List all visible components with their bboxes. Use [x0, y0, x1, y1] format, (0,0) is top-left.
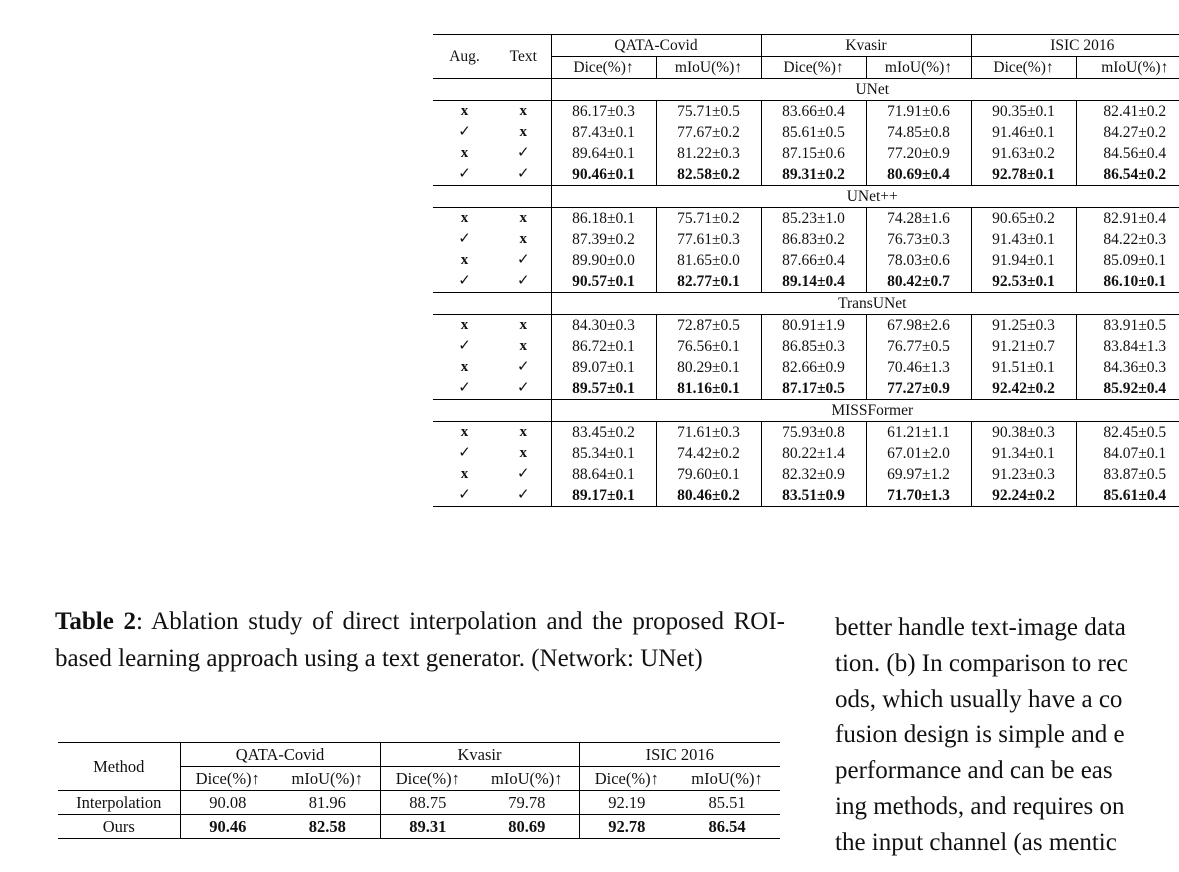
- value-cell: 90.46: [180, 815, 275, 839]
- section-name: MISSFormer: [551, 400, 1179, 422]
- table-row: [433, 336, 1179, 357]
- value-cell: 84.27±0.2: [1076, 122, 1179, 143]
- text-line: ods, which usually have a co: [835, 685, 1123, 713]
- table-row: [433, 229, 1179, 250]
- value-cell: 85.51: [674, 791, 780, 815]
- value-cell: 86.10±0.1: [1076, 271, 1179, 293]
- value-cell: 91.23±0.3: [971, 464, 1076, 485]
- value-cell: 80.22±1.4: [761, 443, 866, 464]
- value-cell: 83.45±0.2: [551, 422, 656, 444]
- value-cell: 77.20±0.9: [866, 143, 971, 164]
- value-cell: 74.85±0.8: [866, 122, 971, 143]
- value-cell: 82.58±0.2: [656, 164, 761, 186]
- value-cell: 83.87±0.5: [1076, 464, 1179, 485]
- value-cell: 91.46±0.1: [971, 122, 1076, 143]
- value-cell: 75.71±0.5: [656, 101, 761, 123]
- value-cell: 80.69±0.4: [866, 164, 971, 186]
- section-name: TransUNet: [551, 293, 1179, 315]
- table-caption: [55, 604, 785, 677]
- value-cell: 75.93±0.8: [761, 422, 866, 444]
- value-cell: 71.61±0.3: [656, 422, 761, 444]
- value-cell: 76.73±0.3: [866, 229, 971, 250]
- value-cell: 67.01±2.0: [866, 443, 971, 464]
- aug-column-header: Aug.: [433, 35, 496, 79]
- metric-header: mIoU(%)↑: [475, 767, 579, 791]
- table-row: [433, 143, 1179, 164]
- value-cell: 81.65±0.0: [656, 250, 761, 271]
- aug-mark: ✓: [458, 445, 471, 461]
- metric-header: Dice(%)↑: [761, 57, 866, 79]
- value-cell: 80.42±0.7: [866, 271, 971, 293]
- table-row: [433, 485, 1179, 507]
- dataset-header-kvasir: Kvasir: [761, 35, 971, 57]
- value-cell: 91.21±0.7: [971, 336, 1076, 357]
- text-line: better handle text-image data: [835, 614, 1126, 641]
- value-cell: 90.08: [180, 791, 275, 815]
- value-cell: 82.77±0.1: [656, 271, 761, 293]
- text-mark: ✓: [496, 164, 551, 186]
- text-mark: ✓: [496, 378, 551, 400]
- aug-mark: ✓: [433, 271, 496, 293]
- value-cell: 83.66±0.4: [761, 101, 866, 123]
- value-cell: 84.36±0.3: [1076, 357, 1179, 378]
- text-mark: ✓: [496, 485, 551, 507]
- value-cell: 76.77±0.5: [866, 336, 971, 357]
- text-line: ing methods, and requires on: [835, 792, 1125, 820]
- value-cell: 92.19: [579, 791, 674, 815]
- value-cell: 79.60±0.1: [656, 464, 761, 485]
- value-cell: 83.84±1.3: [1076, 336, 1179, 357]
- section-name: UNet: [551, 79, 1179, 101]
- aug-mark: ✓: [458, 338, 471, 354]
- value-cell: 84.30±0.3: [551, 315, 656, 337]
- value-cell: 79.78: [475, 791, 579, 815]
- value-cell: 84.07±0.1: [1076, 443, 1179, 464]
- metric-header: Dice(%)↑: [551, 57, 656, 79]
- value-cell: 72.87±0.5: [656, 315, 761, 337]
- text-line: fusion design is simple and e: [835, 721, 1125, 749]
- value-cell: 71.91±0.6: [866, 101, 971, 123]
- value-cell: 85.92±0.4: [1076, 378, 1179, 400]
- text-mark: x: [519, 124, 527, 140]
- aug-mark: x: [460, 359, 469, 375]
- text-line: the input channel (as mentic: [835, 828, 1117, 856]
- table-row: [433, 271, 1179, 293]
- text-mark: x: [519, 338, 527, 354]
- value-cell: 82.41±0.2: [1076, 101, 1179, 123]
- value-cell: 85.61±0.4: [1076, 485, 1179, 507]
- text-mark: ✓: [516, 359, 530, 375]
- value-cell: 74.42±0.2: [656, 443, 761, 464]
- text-mark: x: [496, 315, 551, 337]
- value-cell: 89.90±0.0: [551, 250, 656, 271]
- text-mark: ✓: [496, 271, 551, 293]
- value-cell: 87.17±0.5: [761, 378, 866, 400]
- ablation-results-table: [433, 34, 1179, 507]
- value-cell: 89.07±0.1: [551, 357, 656, 378]
- method-column-header: Method: [58, 743, 180, 791]
- value-cell: 67.98±2.6: [866, 315, 971, 337]
- value-cell: 90.46±0.1: [551, 164, 656, 186]
- value-cell: 84.56±0.4: [1076, 143, 1179, 164]
- value-cell: 77.67±0.2: [656, 122, 761, 143]
- value-cell: 83.91±0.5: [1076, 315, 1179, 337]
- table-row: [58, 791, 780, 815]
- table-row: [433, 443, 1179, 464]
- table-row: [433, 315, 1179, 337]
- aug-mark: x: [433, 315, 496, 337]
- value-cell: 87.15±0.6: [761, 143, 866, 164]
- dataset-header-qata-covid: QATA-Covid: [551, 35, 761, 57]
- value-cell: 92.78: [579, 815, 674, 839]
- text-mark: x: [496, 208, 551, 230]
- text-mark: x: [519, 445, 527, 461]
- value-cell: 80.69: [475, 815, 579, 839]
- table-row: [433, 250, 1179, 271]
- text-line: tion. (b) In comparison to rec: [835, 649, 1128, 677]
- table-row: [433, 357, 1179, 378]
- value-cell: 81.16±0.1: [656, 378, 761, 400]
- value-cell: 91.43±0.1: [971, 229, 1076, 250]
- value-cell: 90.35±0.1: [971, 101, 1076, 123]
- value-cell: 82.58: [275, 815, 380, 839]
- table-row: [433, 101, 1179, 123]
- value-cell: 81.22±0.3: [656, 143, 761, 164]
- aug-mark: ✓: [433, 485, 496, 507]
- metric-header: Dice(%)↑: [579, 767, 674, 791]
- section-spacer: [433, 400, 551, 422]
- value-cell: 92.53±0.1: [971, 271, 1076, 293]
- value-cell: 89.31±0.2: [761, 164, 866, 186]
- value-cell: 76.56±0.1: [656, 336, 761, 357]
- metric-header: mIoU(%)↑: [1076, 57, 1179, 79]
- dataset-header-qata-covid: QATA-Covid: [180, 743, 380, 767]
- value-cell: 80.91±1.9: [761, 315, 866, 337]
- value-cell: 90.57±0.1: [551, 271, 656, 293]
- metric-header: Dice(%)↑: [180, 767, 275, 791]
- text-column-header: Text: [496, 35, 551, 79]
- table-row: [433, 378, 1179, 400]
- value-cell: 86.72±0.1: [551, 336, 656, 357]
- text-mark: ✓: [516, 466, 530, 482]
- value-cell: 89.14±0.4: [761, 271, 866, 293]
- section-header-row: [433, 186, 1179, 208]
- text-mark: ✓: [516, 145, 530, 161]
- ablation-results-body: [433, 79, 1179, 507]
- value-cell: 80.29±0.1: [656, 357, 761, 378]
- section-name: UNet++: [551, 186, 1179, 208]
- value-cell: 90.65±0.2: [971, 208, 1076, 230]
- value-cell: 92.42±0.2: [971, 378, 1076, 400]
- table-row: [433, 164, 1179, 186]
- metric-header: mIoU(%)↑: [275, 767, 380, 791]
- body-text-right-column: [835, 610, 1179, 861]
- value-cell: 69.97±1.2: [866, 464, 971, 485]
- interpolation-comparison-table: [58, 742, 780, 839]
- table-row: [433, 464, 1179, 485]
- value-cell: 91.63±0.2: [971, 143, 1076, 164]
- aug-mark: x: [433, 101, 496, 123]
- value-cell: 91.94±0.1: [971, 250, 1076, 271]
- value-cell: 86.54: [674, 815, 780, 839]
- aug-mark: ✓: [458, 124, 471, 140]
- dataset-header-kvasir: Kvasir: [380, 743, 579, 767]
- metric-header: mIoU(%)↑: [674, 767, 780, 791]
- aug-mark: x: [460, 145, 469, 161]
- metric-header: Dice(%)↑: [380, 767, 475, 791]
- value-cell: 83.51±0.9: [761, 485, 866, 507]
- table-row: [433, 122, 1179, 143]
- value-cell: 86.83±0.2: [761, 229, 866, 250]
- method-cell: Interpolation: [58, 791, 180, 815]
- value-cell: 91.51±0.1: [971, 357, 1076, 378]
- aug-mark: ✓: [433, 164, 496, 186]
- table-row: [58, 815, 780, 839]
- value-cell: 71.70±1.3: [866, 485, 971, 507]
- value-cell: 87.66±0.4: [761, 250, 866, 271]
- value-cell: 77.27±0.9: [866, 378, 971, 400]
- value-cell: 90.38±0.3: [971, 422, 1076, 444]
- metric-header: mIoU(%)↑: [866, 57, 971, 79]
- dataset-header-isic-2016: ISIC 2016: [971, 35, 1179, 57]
- value-cell: 80.46±0.2: [656, 485, 761, 507]
- dataset-header-isic-2016: ISIC 2016: [579, 743, 780, 767]
- text-mark: x: [496, 101, 551, 123]
- value-cell: 86.85±0.3: [761, 336, 866, 357]
- value-cell: 81.96: [275, 791, 380, 815]
- value-cell: 85.34±0.1: [551, 443, 656, 464]
- value-cell: 82.32±0.9: [761, 464, 866, 485]
- value-cell: 87.39±0.2: [551, 229, 656, 250]
- section-header-row: [433, 400, 1179, 422]
- aug-mark: x: [433, 208, 496, 230]
- text-line: performance and can be eas: [835, 757, 1113, 785]
- text-mark: x: [519, 231, 527, 247]
- section-header-row: [433, 293, 1179, 315]
- aug-mark: x: [460, 466, 469, 482]
- table-row: [433, 422, 1179, 444]
- value-cell: 85.09±0.1: [1076, 250, 1179, 271]
- value-cell: 82.45±0.5: [1076, 422, 1179, 444]
- value-cell: 91.34±0.1: [971, 443, 1076, 464]
- value-cell: 78.03±0.6: [866, 250, 971, 271]
- value-cell: 89.57±0.1: [551, 378, 656, 400]
- value-cell: 86.54±0.2: [1076, 164, 1179, 186]
- value-cell: 61.21±1.1: [866, 422, 971, 444]
- value-cell: 92.78±0.1: [971, 164, 1076, 186]
- value-cell: 89.31: [380, 815, 475, 839]
- value-cell: 87.43±0.1: [551, 122, 656, 143]
- value-cell: 85.61±0.5: [761, 122, 866, 143]
- value-cell: 84.22±0.3: [1076, 229, 1179, 250]
- value-cell: 74.28±1.6: [866, 208, 971, 230]
- section-spacer: [433, 186, 551, 208]
- text-mark: ✓: [516, 252, 530, 268]
- text-mark: x: [496, 422, 551, 444]
- method-cell: Ours: [58, 815, 180, 839]
- value-cell: 91.25±0.3: [971, 315, 1076, 337]
- value-cell: 88.75: [380, 791, 475, 815]
- value-cell: 92.24±0.2: [971, 485, 1076, 507]
- caption-label: Table 2: [55, 608, 136, 635]
- metric-header: mIoU(%)↑: [656, 57, 761, 79]
- value-cell: 82.91±0.4: [1076, 208, 1179, 230]
- value-cell: 88.64±0.1: [551, 464, 656, 485]
- value-cell: 75.71±0.2: [656, 208, 761, 230]
- value-cell: 82.66±0.9: [761, 357, 866, 378]
- section-spacer: [433, 293, 551, 315]
- aug-mark: x: [460, 252, 469, 268]
- value-cell: 89.64±0.1: [551, 143, 656, 164]
- value-cell: 77.61±0.3: [656, 229, 761, 250]
- section-header-row: [433, 79, 1179, 101]
- value-cell: 86.18±0.1: [551, 208, 656, 230]
- aug-mark: ✓: [433, 378, 496, 400]
- value-cell: 85.23±1.0: [761, 208, 866, 230]
- section-spacer: [433, 79, 551, 101]
- caption-text: : Ablation study of direct interpolation and the proposed ROI-based learning approach using a text generator. (Network: UNet): [55, 608, 785, 672]
- value-cell: 89.17±0.1: [551, 485, 656, 507]
- metric-header: Dice(%)↑: [971, 57, 1076, 79]
- table-row: [433, 208, 1179, 230]
- value-cell: 70.46±1.3: [866, 357, 971, 378]
- value-cell: 86.17±0.3: [551, 101, 656, 123]
- aug-mark: x: [433, 422, 496, 444]
- aug-mark: ✓: [458, 231, 471, 247]
